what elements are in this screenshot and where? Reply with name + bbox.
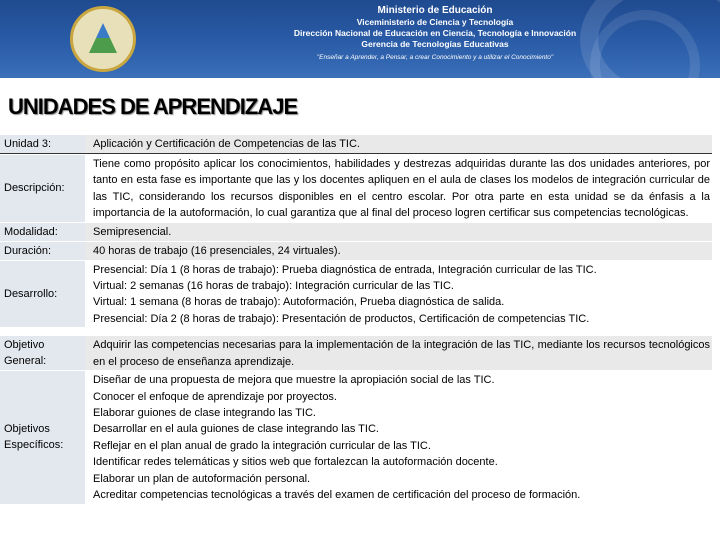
table-row-unidad	[0, 135, 712, 155]
department-name: Gerencia de Tecnologías Educativas	[361, 39, 509, 49]
list-item: Diseñar de una propuesta de mejora que muestre la apropiación social de las TIC.	[93, 374, 495, 387]
list-item: Virtual: 2 semanas (16 horas de trabajo): Integración curricular de las TIC.	[93, 280, 454, 293]
list-item: Elaborar guiones de clase integrando las TIC.	[93, 407, 316, 420]
directorate-name: Dirección Nacional de Educación en Ciencia, Tecnología e Innovación	[293, 28, 577, 38]
units-table	[0, 135, 712, 505]
list-item: Desarrollar en el aula guiones de clase integrando las TIC.	[93, 423, 379, 436]
list-item: Identificar redes telemáticas y sitios web que fortalezcan la autoformación docente.	[93, 456, 498, 469]
row-value: Semipresencial.	[85, 223, 712, 241]
row-label: Desarrollo:	[0, 261, 85, 328]
coat-of-arms-logo	[70, 6, 136, 72]
row-label: Objetivo General:	[0, 336, 85, 370]
table-row-descripcion	[0, 155, 712, 223]
table-row-duracion	[0, 242, 712, 261]
header-text	[240, 4, 630, 63]
row-label: Objetivos Específicos:	[0, 371, 85, 503]
list-item: Elaborar un plan de autoformación personal.	[93, 472, 311, 485]
spacer	[0, 328, 712, 336]
table-row-desarrollo	[0, 261, 712, 329]
list-item: Presencial: Día 2 (8 horas de trabajo): Presentación de productos, Certificación de competencias TIC.	[93, 312, 590, 325]
row-value	[85, 371, 712, 503]
list-item: Presencial: Día 1 (8 horas de trabajo): Prueba diagnóstica de entrada, Integración curricular de las TIC.	[93, 263, 597, 276]
row-label: Modalidad:	[0, 223, 85, 241]
slogan: "Enseñar a Aprender, a Pensar, a crear Conocimiento y a utilizar el Conocimiento"	[316, 54, 554, 61]
ministry-name: Ministerio de Educación	[377, 5, 493, 16]
vice-ministry-name: Viceministerio de Ciencia y Tecnología	[356, 17, 514, 27]
list-item: Acreditar competencias tecnológicas a través del examen de certificación del proceso de formación.	[93, 489, 581, 502]
row-value: Tiene como propósito aplicar los conocimientos, habilidades y destrezas adquiridas durante las dos unidades anteriores, por tanto en esta fase es importante que las y los docentes apliquen en el aula de clases los modelos de integración curricular de las TIC, considerando los recursos disponibles en el centro escolar. Por otra parte en esta unidad se da énfasis a la importancia de la autoformación, lo cual garantiza que al final del proceso logren certificar sus competencias tecnológicas.	[85, 155, 712, 222]
table-row-objetivos-especificos	[0, 371, 712, 504]
row-value: 40 horas de trabajo (16 presenciales, 24 virtuales).	[85, 242, 712, 260]
row-label: Duración:	[0, 242, 85, 260]
list-item: Reflejar en el plan anual de grado la integración curricular de las TIC.	[93, 439, 431, 452]
row-value: Aplicación y Certificación de Competencias de las TIC.	[85, 135, 712, 154]
table-row-objetivo-general	[0, 336, 712, 371]
list-item: Virtual: 1 semana (8 horas de trabajo): Autoformación, Prueba diagnóstica de salida.	[93, 296, 505, 309]
header-banner	[0, 0, 720, 78]
list-item: Conocer el enfoque de aprendizaje por proyectos.	[93, 390, 337, 403]
row-label: Descripción:	[0, 155, 85, 222]
row-value	[85, 261, 712, 328]
row-label: Unidad 3:	[0, 135, 85, 154]
row-value: Adquirir las competencias necesarias para la implementación de la integración de las TIC, mediante los recursos tecnológicos en el proceso de enseñanza aprendizaje.	[85, 336, 712, 370]
page-title: UNIDADES DE APRENDIZAJE	[8, 94, 298, 119]
table-row-modalidad	[0, 223, 712, 242]
